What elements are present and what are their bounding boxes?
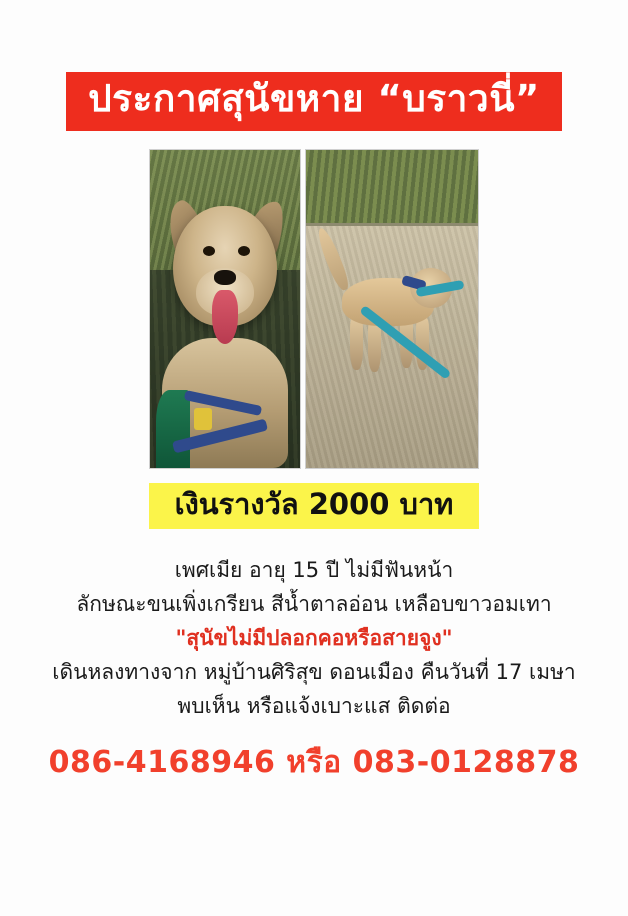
collar-tag-shape bbox=[194, 408, 212, 430]
contact-phone-numbers: 086-4168946 หรือ 083-0128878 bbox=[48, 744, 580, 780]
dog-nose-shape bbox=[214, 270, 236, 285]
dog-eye-shape bbox=[238, 246, 250, 256]
description-line-highlight: "สุนัขไม่มีปลอกคอหรือสายจูง" bbox=[175, 625, 453, 650]
description-block bbox=[34, 553, 594, 723]
dog-full-body-on-path-photo bbox=[305, 149, 479, 469]
reward-text: เงินรางวัล 2000 บาท bbox=[174, 486, 454, 521]
green-object-shape bbox=[156, 390, 190, 468]
description-line: ลักษณะขนเพิ่งเกรียน สีน้ำตาลอ่อน เหลือบขาวอมเทา bbox=[76, 591, 552, 616]
reward-banner bbox=[149, 483, 479, 529]
title-banner bbox=[66, 72, 562, 131]
poster-title: ประกาศสุนัขหาย “บราวนี่” bbox=[88, 77, 540, 120]
description-line-location: เดินหลงทางจาก หมู่บ้านศิริสุข ดอนเมือง คืนวันที่ 17 เมษา bbox=[52, 659, 576, 684]
description-line: พบเห็น หรือแจ้งเบาะแส ติดต่อ bbox=[177, 693, 451, 718]
photo-gallery bbox=[149, 149, 479, 469]
dog-face-closeup-photo bbox=[149, 149, 301, 469]
grass-area bbox=[306, 150, 478, 233]
dog-leg-shape bbox=[350, 318, 363, 370]
description-line: เพศเมีย อายุ 15 ปี ไม่มีฟันหน้า bbox=[174, 557, 454, 582]
dog-tongue-shape bbox=[212, 290, 238, 344]
dog-eye-shape bbox=[203, 246, 215, 256]
